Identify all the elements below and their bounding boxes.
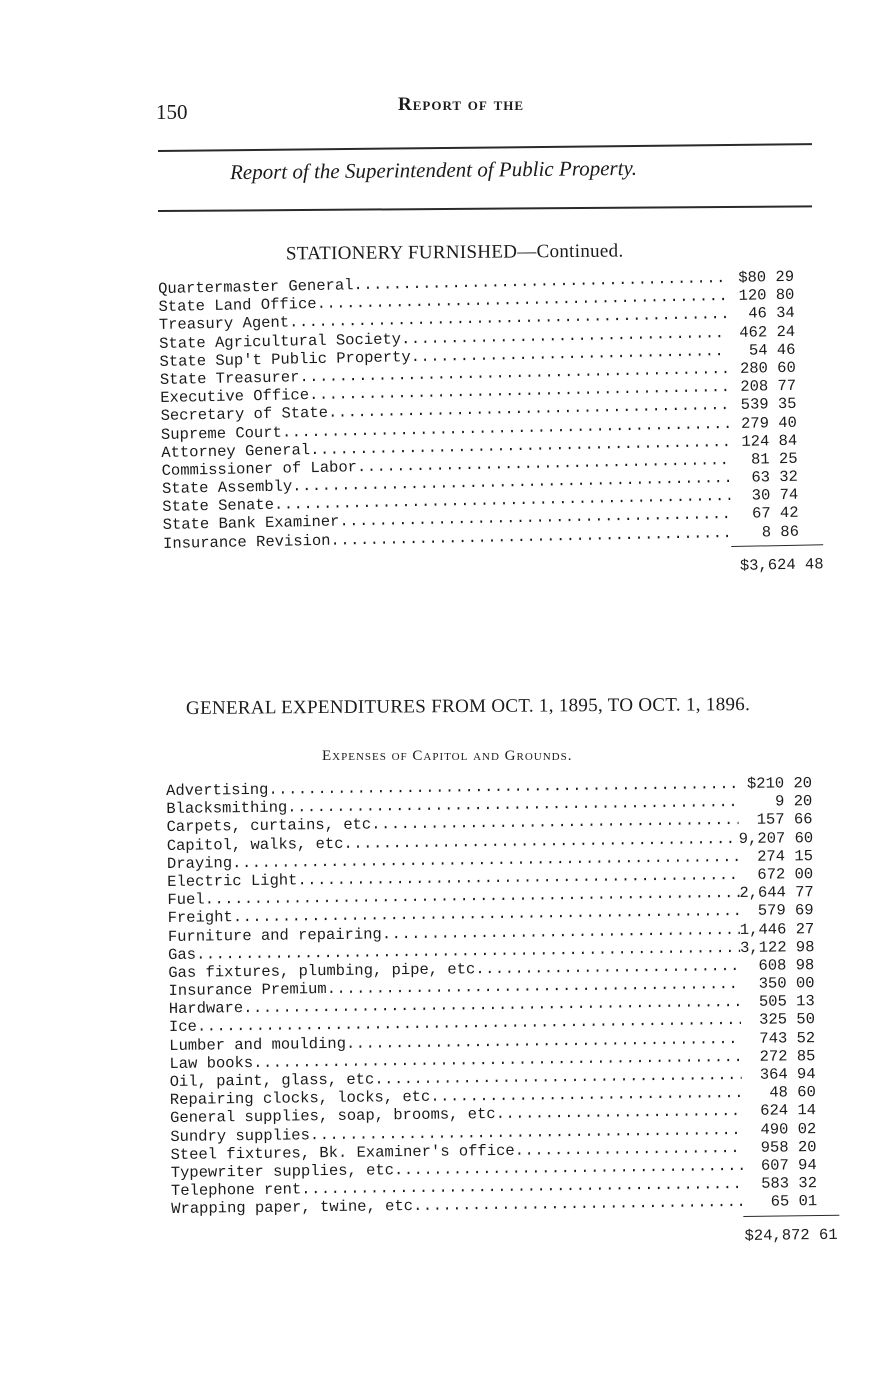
- ledger-row-label-text: Gas: [167, 945, 197, 964]
- ledger-row-amount: 583 32: [761, 1174, 818, 1193]
- ledger-row-label-text: Law books: [169, 1053, 254, 1073]
- ledger-row-label-text: Draying: [166, 853, 233, 873]
- ledger-row-amount: $80 29: [738, 267, 795, 287]
- capitol-expenses-subtitle: Expenses of Capitol and Grounds.: [322, 748, 573, 764]
- ledger-row-amount: 46 34: [748, 304, 795, 324]
- ledger-row-label-text: State Land Office: [158, 295, 317, 317]
- ledger-row-amount: 2,644 77: [739, 883, 814, 903]
- ledger-row-label-text: Insurance Premium: [168, 980, 327, 1001]
- ledger-row-label-text: General supplies, soap, brooms, etc: [169, 1105, 496, 1128]
- ledger-row-amount: 607 94: [760, 1156, 817, 1175]
- ledger-row-label-text: State Assembly: [161, 477, 293, 499]
- ledger-row-amount: 274 15: [757, 846, 814, 866]
- ledger-row-amount: 157 66: [756, 810, 813, 830]
- capitol-expenses-total: $24,872 61: [744, 1225, 838, 1245]
- ledger-row-amount: 9,207 60: [738, 828, 814, 848]
- ledger-row-amount: 505 13: [758, 992, 815, 1012]
- top-rule: [158, 143, 812, 152]
- stationery-total: $3,624 48: [739, 555, 824, 575]
- ledger-row-amount: 624 14: [760, 1101, 817, 1121]
- ledger-row-amount: 672 00: [757, 865, 814, 884]
- ledger-row-label-text: Attorney General: [161, 440, 311, 462]
- capitol-expenses-ledger: [166, 774, 840, 1252]
- stationery-title: STATIONERY FURNISHED—Continued.: [285, 240, 624, 265]
- ledger-row-label-text: Secretary of State: [160, 404, 329, 426]
- ledger-row-label-text: Gas fixtures, plumbing, pipe, etc: [168, 960, 476, 982]
- ledger-row-label-text: Blacksmithing: [166, 798, 288, 819]
- ledger-row-amount: 325 50: [759, 1010, 816, 1030]
- ledger-row-label-text: Steel fixtures, Bk. Examiner's office: [170, 1141, 515, 1164]
- ledger-row-label-text: Fuel: [167, 890, 205, 910]
- ledger-row-label-text: Treasury Agent: [158, 313, 290, 335]
- report-subtitle: Report of the Superintendent of Public Property.: [229, 155, 638, 185]
- ledger-row-amount: 462 24: [739, 322, 796, 342]
- ledger-row-label-text: State Senate: [162, 496, 275, 517]
- ledger-row-label-text: Wrapping paper, twine, etc: [171, 1197, 414, 1219]
- ledger-row-label-text: State Agricultural Society: [159, 329, 402, 353]
- ledger-row-amount: 9 20: [774, 792, 813, 811]
- stationery-ledger: [158, 267, 824, 585]
- ledger-row-label-text: Hardware: [168, 999, 244, 1019]
- ledger-row-amount: 81 25: [750, 449, 798, 469]
- ledger-row-amount: 8 86: [761, 522, 800, 542]
- ledger-row-label-text: Oil, paint, glass, etc: [169, 1070, 375, 1091]
- page-number: 150: [156, 100, 188, 124]
- ledger-row-amount: 120 80: [738, 285, 795, 306]
- ledger-row-label-text: Supreme Court: [160, 423, 283, 444]
- ledger-row-amount: 30 74: [751, 486, 799, 505]
- bottom-rule: [158, 205, 812, 212]
- ledger-row-amount: 65 01: [770, 1192, 818, 1211]
- ledger-row-amount: 1,446 27: [739, 919, 815, 939]
- ledger-row-label-text: Executive Office: [160, 386, 310, 408]
- ledger-row-amount: 958 20: [760, 1137, 817, 1157]
- ledger-row-amount: 490 02: [760, 1119, 817, 1139]
- ledger-row-label-text: Insurance Revision: [162, 531, 331, 553]
- ledger-row-amount: 54 46: [748, 340, 796, 360]
- ledger-row-label-text: Furniture and repairing: [167, 924, 382, 946]
- ledger-row-amount: 539 35: [740, 395, 797, 415]
- ledger-row-amount: 280 60: [739, 358, 796, 378]
- ledger-row-label-text: Sundry supplies: [170, 1125, 310, 1146]
- ledger-row-amount: 48 60: [769, 1083, 816, 1102]
- ledger-row-label-text: Commissioner of Labor: [161, 458, 358, 480]
- ledger-row-amount: 579 69: [757, 901, 814, 921]
- ledger-row-amount: 272 85: [759, 1046, 816, 1066]
- ledger-row-label-text: State Sup't Public Property: [159, 347, 411, 371]
- ledger-row-amount: 279 40: [740, 413, 798, 433]
- general-expenditures-title: GENERAL EXPENDITURES FROM OCT. 1, 1895, TO OCT. 1, 1896.: [185, 694, 751, 719]
- ledger-row-label-text: Capitol, walks, etc: [166, 834, 344, 855]
- ledger-row-amount: 3,122 98: [739, 937, 815, 957]
- ledger-row-amount: 124 84: [741, 431, 798, 451]
- ledger-row-amount: 350 00: [758, 974, 815, 993]
- ledger-row-amount: 208 77: [740, 376, 797, 396]
- ledger-row-amount: 743 52: [759, 1028, 816, 1048]
- ledger-row-amount: 608 98: [758, 955, 815, 975]
- ledger-row-label-text: Carpets, curtains, etc: [166, 815, 372, 837]
- ledger-row-label-text: Repairing clocks, locks, etc: [169, 1087, 431, 1110]
- ledger-row-label-text: Ice: [168, 1018, 198, 1037]
- ledger-row-label-text: Quartermaster General: [158, 276, 354, 298]
- ledger-row-label-text: State Bank Examiner: [162, 513, 340, 535]
- ledger-row-amount: 67 42: [751, 504, 799, 524]
- ledger-row-label-text: Typewriter supplies, etc: [170, 1161, 395, 1182]
- running-head: Report of the: [398, 94, 525, 115]
- ledger-row-label-text: Lumber and moulding: [169, 1034, 347, 1055]
- ledger-row-label-text: Freight: [167, 908, 233, 928]
- ledger-row-amount: $210 20: [746, 774, 813, 793]
- ledger-row-label-text: Electric Light: [167, 871, 298, 891]
- ledger-row-amount: 63 32: [751, 467, 799, 487]
- ledger-row-label-text: State Treasurer: [159, 368, 300, 389]
- ledger-row-label-text: Advertising: [166, 780, 269, 800]
- ledger-row-amount: 364 94: [759, 1065, 816, 1084]
- ledger-row-label-text: Telephone rent: [170, 1180, 302, 1201]
